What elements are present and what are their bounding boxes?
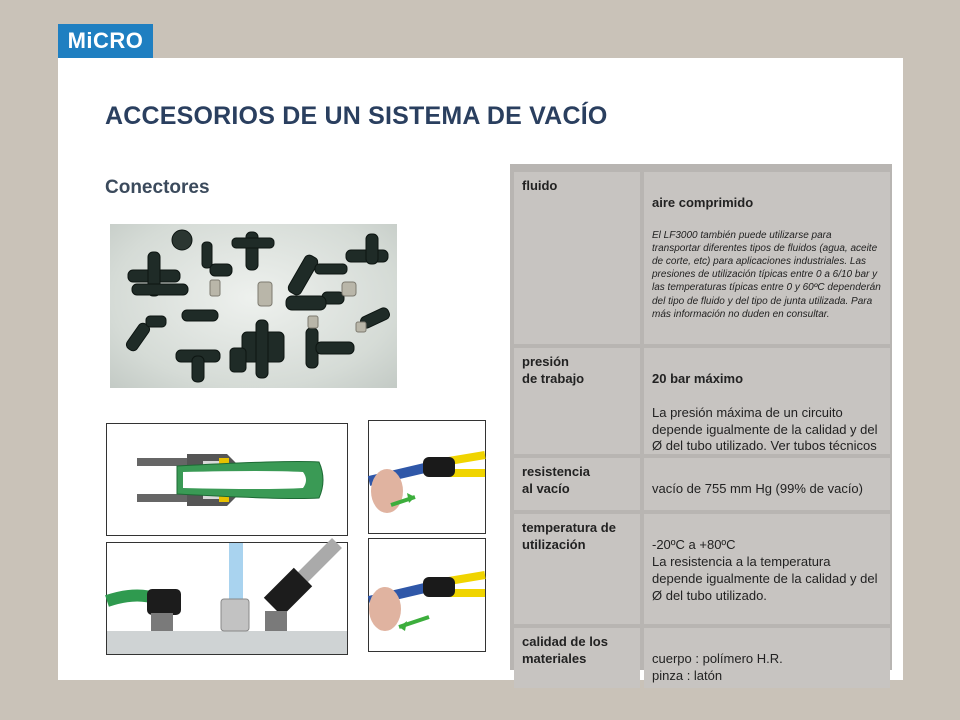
value-title: aire comprimido bbox=[652, 194, 754, 210]
row-value bbox=[644, 348, 890, 454]
row-value bbox=[644, 172, 890, 344]
page-title: ACCESORIOS DE UN SISTEMA DE VACÍO bbox=[105, 102, 608, 130]
value-detail: -20ºC a +80ºC La resistencia a la temperatura depende igualmente de la calidad y del Ø del tubo utilizado. bbox=[652, 536, 878, 603]
release-tube-photo bbox=[368, 538, 486, 652]
value-detail: cuerpo : polímero H.R. pinza : latón bbox=[652, 650, 783, 683]
section-subtitle: Conectores bbox=[105, 177, 210, 198]
spec-table bbox=[510, 164, 892, 683]
table-row bbox=[514, 172, 890, 344]
connectors-photo bbox=[110, 224, 397, 388]
row-value bbox=[644, 458, 890, 510]
table-row bbox=[514, 628, 890, 688]
row-label: temperatura de utilización bbox=[514, 514, 640, 624]
row-value bbox=[644, 628, 890, 688]
row-label: resistencia al vacío bbox=[514, 458, 640, 510]
micro-logo: MiCRO bbox=[58, 24, 153, 58]
slide bbox=[58, 58, 903, 683]
cross-section-diagram bbox=[106, 423, 348, 536]
row-label: calidad de los materiales bbox=[514, 628, 640, 688]
row-value bbox=[644, 514, 890, 624]
table-row bbox=[514, 348, 890, 454]
value-title: 20 bar máximo bbox=[652, 370, 744, 386]
table-row bbox=[514, 458, 890, 510]
value-detail: La presión máxima de un circuito depende igualmente de la calidad y del Ø del tubo utilizado. Ver tubos técnicos bbox=[652, 404, 878, 454]
elbow-connectors-diagram bbox=[106, 542, 348, 655]
value-detail: El LF3000 también puede utilizarse para transportar diferentes tipos de fluidos (agua, aceite de corte, etc) para aplicaciones industriales. Las presiones de utilización típicas entre 0 a 6/10 bar y las temperaturas típicas entre 0 y 60ºC dependerán del tipo de fluido y del tipo de junta utilizada. Para más información no duden en consultar. bbox=[652, 229, 881, 320]
value-detail: vacío de 755 mm Hg (99% de vacío) bbox=[652, 480, 863, 496]
push-in-tube-photo bbox=[368, 420, 486, 534]
table-row bbox=[514, 514, 890, 624]
row-label: fluido bbox=[514, 172, 640, 344]
row-label: presión de trabajo bbox=[514, 348, 640, 454]
